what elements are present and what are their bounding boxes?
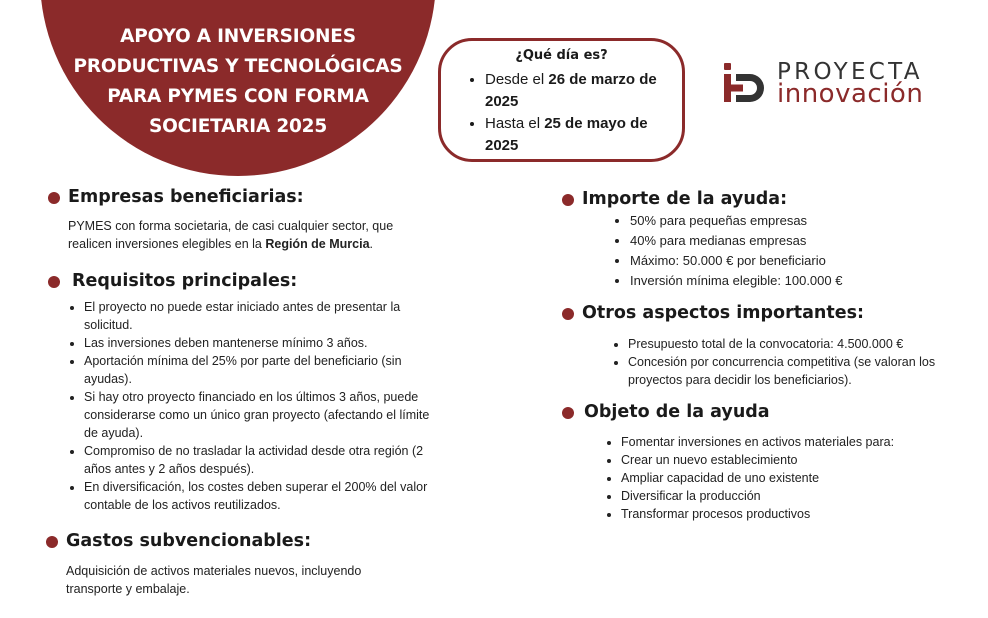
list-item: • Si hay otro proyecto financiado en los últimos 3 años, puede considerarse como un único gran proyecto (afectando el límite de ayuda). (84, 388, 446, 442)
dates-list (465, 69, 681, 157)
bullet-dot-icon (562, 308, 574, 320)
importe-list (612, 211, 960, 291)
section-heading: Gastos subvencionables: (46, 531, 446, 553)
bullet-dot-icon (562, 194, 574, 206)
section-heading: Otros aspectos importantes: (562, 303, 962, 325)
bullet-dot-icon (46, 536, 58, 548)
bullet-dot-icon (48, 276, 60, 288)
list-item: • Máximo: 50.000 € por beneficiario (630, 251, 960, 271)
list-item: • Fomentar inversiones en activos materiales para: (621, 433, 961, 451)
bullet-dot-icon (48, 192, 60, 204)
section-heading: Requisitos principales: (48, 271, 448, 293)
section-gastos (46, 531, 446, 598)
section-heading: Importe de la ayuda: (562, 189, 962, 211)
list-item: • Ampliar capacidad de uno existente (621, 469, 961, 487)
page-title: APOYO A INVERSIONES PRODUCTIVAS Y TECNOLÓGICAS PARA PYMES CON FORMA SOCIETARIA 2025 (73, 26, 403, 137)
section-requisitos (48, 271, 448, 514)
section-heading: Objeto de la ayuda (562, 402, 962, 424)
list-item: • Diversificar la producción (621, 487, 961, 505)
list-item: • Las inversiones deben mantenerse mínimo 3 años. (84, 334, 446, 352)
date-start: • Desde el 26 de marzo de 2025 (485, 69, 681, 113)
list-item: • 50% para pequeñas empresas (630, 211, 960, 231)
proyecta-innovacion-logo (722, 60, 942, 108)
section-beneficiarias (48, 187, 448, 253)
logo-text-bottom: innovación (777, 79, 924, 109)
beneficiarias-text: PYMES con forma societaria, de casi cualquier sector, que realicen inversiones elegibles en la Región de Murcia. (68, 219, 394, 251)
list-item: • 40% para medianas empresas (630, 231, 960, 251)
section-heading: Empresas beneficiarias: (48, 187, 448, 209)
requisitos-list (66, 298, 446, 514)
list-item: • Transformar procesos productivos (621, 505, 961, 523)
list-item: • Compromiso de no trasladar la actividad desde otra región (2 años antes y 2 años después). (84, 442, 446, 478)
dates-box (438, 38, 685, 162)
list-item: • El proyecto no puede estar iniciado antes de presentar la solicitud. (84, 298, 446, 334)
list-item: • Aportación mínima del 25% por parte del beneficiario (sin ayudas). (84, 352, 446, 388)
section-otros (562, 303, 962, 389)
objeto-list (603, 433, 961, 523)
section-importe (562, 189, 962, 291)
gastos-text: Adquisición de activos materiales nuevos, incluyendo transporte y embalaje. (66, 564, 362, 596)
date-end: • Hasta el 25 de mayo de 2025 (485, 113, 681, 157)
logo-mark-icon (722, 60, 770, 106)
bullet-dot-icon (562, 407, 574, 419)
logo-text-top: PROYECTA (777, 59, 923, 85)
list-item: • Presupuesto total de la convocatoria: 4.500.000 € (628, 335, 976, 353)
dates-title: ¿Qué día es? (515, 48, 608, 63)
list-item: • En diversificación, los costes deben superar el 200% del valor contable de los activos reutilizados. (84, 478, 446, 514)
section-objeto (562, 402, 962, 523)
list-item: • Crear un nuevo establecimiento (621, 451, 961, 469)
list-item: • Concesión por concurrencia competitiva (se valoran los proyectos para decidir los beneficiarios). (628, 353, 976, 389)
otros-list (610, 335, 976, 389)
list-item: • Inversión mínima elegible: 100.000 € (630, 271, 960, 291)
